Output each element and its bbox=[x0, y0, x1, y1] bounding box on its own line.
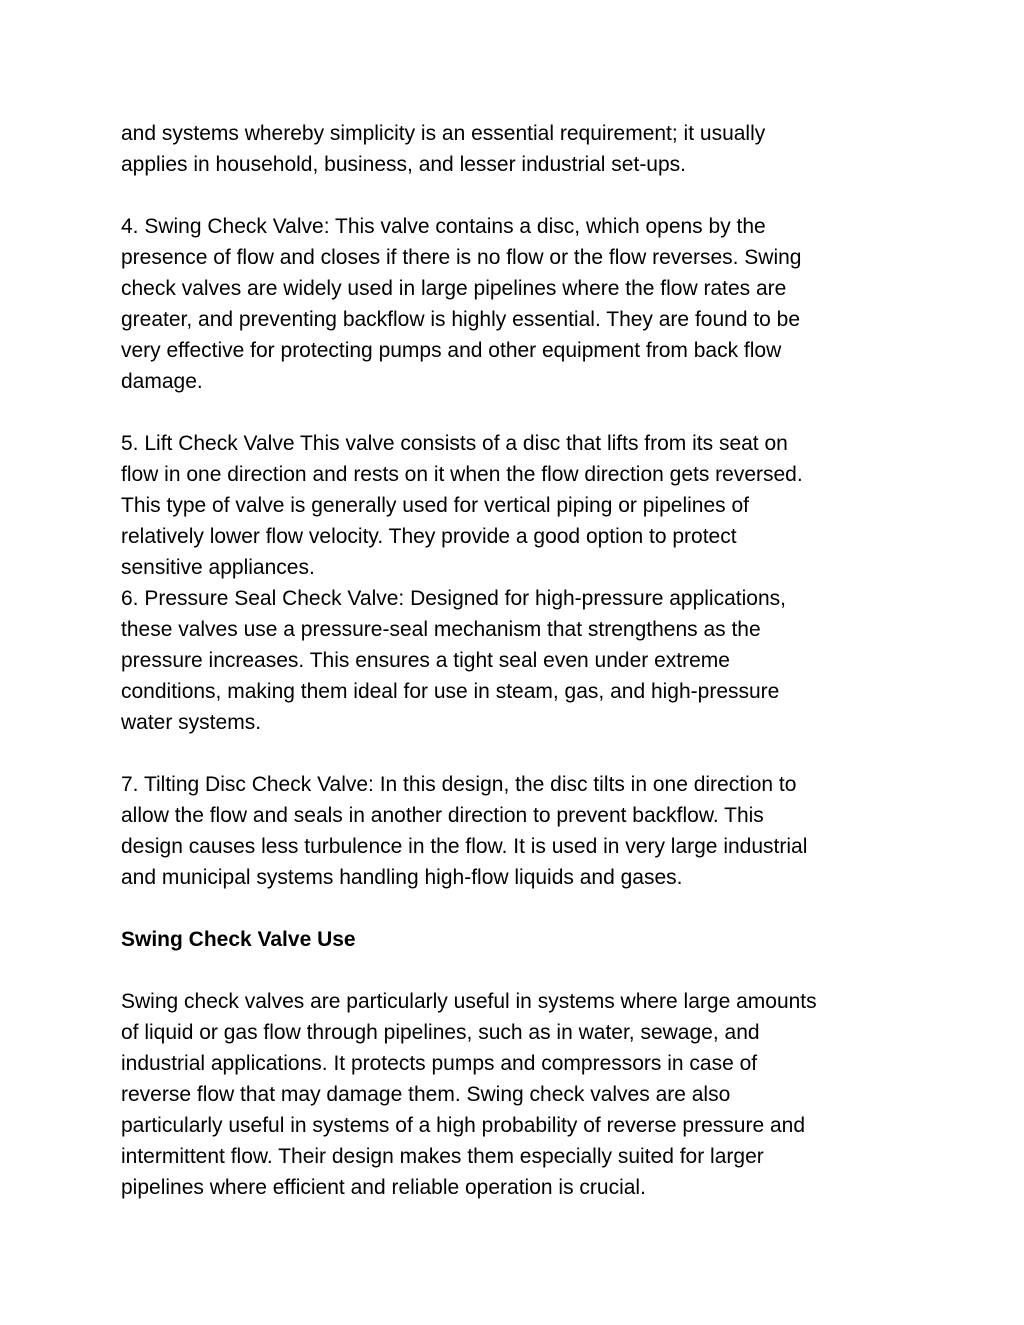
text-line: allow the flow and seals in another direction to prevent backflow. This bbox=[121, 804, 764, 827]
text-line: sensitive appliances. bbox=[121, 556, 315, 579]
text-line: of liquid or gas flow through pipelines, such as in water, sewage, and bbox=[121, 1021, 760, 1044]
text-line: greater, and preventing backflow is highly essential. They are found to be bbox=[121, 308, 801, 331]
paragraph-swing-check-valve bbox=[121, 211, 911, 397]
section-heading: Swing Check Valve Use bbox=[121, 928, 356, 951]
text-line: pressure increases. This ensures a tight seal even under extreme bbox=[121, 649, 730, 672]
text-line: presence of flow and closes if there is no flow or the flow reverses. Swing bbox=[121, 246, 802, 269]
text-line: flow in one direction and rests on it when the flow direction gets reversed. bbox=[121, 463, 803, 486]
text-line: Swing check valves are particularly useful in systems where large amounts bbox=[121, 990, 817, 1013]
text-line: 5. Lift Check Valve This valve consists of a disc that lifts from its seat on bbox=[121, 432, 788, 455]
text-line: check valves are widely used in large pipelines where the flow rates are bbox=[121, 277, 787, 300]
paragraph-gap bbox=[121, 893, 911, 924]
text-line: intermittent flow. Their design makes them especially suited for larger bbox=[121, 1145, 764, 1168]
paragraph-gap bbox=[121, 180, 911, 211]
paragraph-intro-continuation bbox=[121, 118, 911, 180]
text-line: reverse flow that may damage them. Swing check valves are also bbox=[121, 1083, 731, 1106]
text-line: particularly useful in systems of a high probability of reverse pressure and bbox=[121, 1114, 805, 1137]
text-line: 7. Tilting Disc Check Valve: In this design, the disc tilts in one direction to bbox=[121, 773, 797, 796]
paragraph-tilting-disc-check-valve bbox=[121, 769, 911, 893]
text-line: damage. bbox=[121, 370, 203, 393]
text-line: 6. Pressure Seal Check Valve: Designed for high-pressure applications, bbox=[121, 587, 786, 610]
document-page bbox=[121, 118, 911, 1203]
text-line: 4. Swing Check Valve: This valve contains a disc, which opens by the bbox=[121, 215, 766, 238]
paragraph-lift-check-valve bbox=[121, 428, 911, 583]
text-line: and systems whereby simplicity is an essential requirement; it usually bbox=[121, 122, 766, 145]
text-line: and municipal systems handling high-flow liquids and gases. bbox=[121, 866, 683, 889]
text-line: conditions, making them ideal for use in steam, gas, and high-pressure bbox=[121, 680, 780, 703]
paragraph-pressure-seal-check-valve bbox=[121, 583, 911, 738]
text-line: industrial applications. It protects pumps and compressors in case of bbox=[121, 1052, 758, 1075]
paragraph-gap bbox=[121, 397, 911, 428]
text-line: these valves use a pressure-seal mechanism that strengthens as the bbox=[121, 618, 761, 641]
text-line: relatively lower flow velocity. They provide a good option to protect bbox=[121, 525, 737, 548]
text-line: design causes less turbulence in the flow. It is used in very large industrial bbox=[121, 835, 808, 858]
paragraph-gap bbox=[121, 738, 911, 769]
paragraph-swing-check-valve-use bbox=[121, 986, 911, 1203]
text-line: very effective for protecting pumps and other equipment from back flow bbox=[121, 339, 782, 362]
text-line: pipelines where efficient and reliable operation is crucial. bbox=[121, 1176, 646, 1199]
paragraph-gap bbox=[121, 955, 911, 986]
text-line: This type of valve is generally used for vertical piping or pipelines of bbox=[121, 494, 749, 517]
text-line: applies in household, business, and lesser industrial set-ups. bbox=[121, 153, 687, 176]
text-line: water systems. bbox=[121, 711, 262, 734]
